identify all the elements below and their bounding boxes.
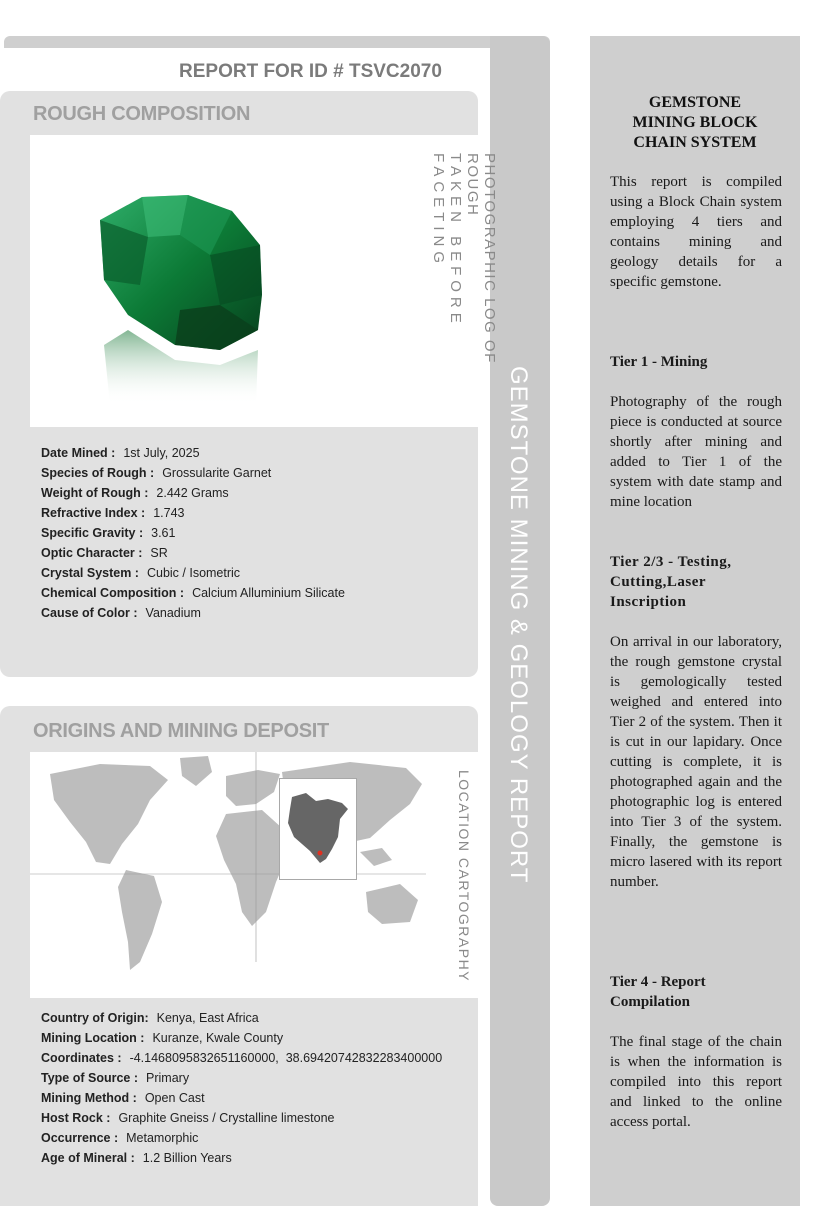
report-spine bbox=[490, 36, 550, 1206]
detail-label: Optic Character : bbox=[41, 546, 143, 560]
sidebar-title bbox=[590, 93, 800, 153]
rough-caption-line2: TAKEN BEFORE FACETING bbox=[430, 153, 464, 328]
detail-row-species bbox=[41, 463, 345, 483]
detail-value: Kuranze, Kwale County bbox=[152, 1031, 284, 1045]
detail-label: Type of Source : bbox=[41, 1071, 139, 1085]
detail-row-crystal-system bbox=[41, 563, 345, 583]
detail-row-cause-of-color bbox=[41, 603, 345, 623]
detail-value: SR bbox=[150, 546, 168, 560]
detail-row-type-of-source bbox=[41, 1068, 442, 1088]
detail-value: Calcium Alluminium Silicate bbox=[192, 586, 345, 600]
detail-value: Graphite Gneiss / Crystalline limestone bbox=[118, 1111, 335, 1125]
rough-photo-area bbox=[30, 135, 498, 427]
tier1-heading: Tier 1 - Mining bbox=[610, 354, 708, 370]
detail-label: Mining Location : bbox=[41, 1031, 145, 1045]
detail-label: Specific Gravity : bbox=[41, 526, 144, 540]
detail-row-age bbox=[41, 1148, 442, 1168]
kenya-map-inset bbox=[279, 778, 357, 880]
detail-row-occurrence bbox=[41, 1128, 442, 1148]
detail-value: 3.61 bbox=[151, 526, 176, 540]
detail-label: Coordinates : bbox=[41, 1051, 122, 1065]
tier1-text: Photography of the rough piece is conducted at source shortly after mining and added to Tier 1 of the system with date stamp and mine location bbox=[610, 394, 782, 510]
sidebar-title-text: GEMSTONE MINING BLOCK CHAIN SYSTEM bbox=[632, 94, 758, 151]
detail-value: Kenya, East Africa bbox=[156, 1011, 259, 1025]
tier4-heading: Tier 4 - Report Compilation bbox=[610, 974, 706, 1010]
gemstone-photo bbox=[70, 175, 300, 405]
location-caption: LOCATION CARTOGRAPHY bbox=[456, 770, 472, 983]
detail-value: Grossularite Garnet bbox=[162, 466, 272, 480]
detail-label: Country of Origin: bbox=[41, 1011, 149, 1025]
map-area bbox=[30, 752, 478, 998]
rough-details-list bbox=[41, 443, 345, 623]
detail-label: Crystal System : bbox=[41, 566, 139, 580]
origins-details-list bbox=[41, 1008, 442, 1168]
detail-label: Mining Method : bbox=[41, 1091, 137, 1105]
origins-heading: ORIGINS AND MINING DEPOSIT bbox=[33, 720, 329, 742]
rough-composition-heading: ROUGH COMPOSITION bbox=[33, 103, 251, 125]
detail-label: Cause of Color : bbox=[41, 606, 138, 620]
rough-caption-line1: PHOTOGRAPHIC LOG OF ROUGH bbox=[464, 153, 498, 364]
sidebar-intro: This report is compiled using a Block Chain system employing 4 tiers and contains mining and geology details for a specific gemstone. bbox=[610, 174, 782, 290]
rough-photo-caption bbox=[430, 153, 498, 423]
detail-row-host-rock bbox=[41, 1108, 442, 1128]
detail-value: 1st July, 2025 bbox=[123, 446, 200, 460]
detail-value: 2.442 Grams bbox=[156, 486, 229, 500]
detail-row-date-mined bbox=[41, 443, 345, 463]
detail-row-country bbox=[41, 1008, 442, 1028]
detail-label: Date Mined : bbox=[41, 446, 116, 460]
detail-row-chemical-composition bbox=[41, 583, 345, 603]
detail-row-refractive-index bbox=[41, 503, 345, 523]
blockchain-sidebar bbox=[590, 36, 800, 1206]
detail-row-weight bbox=[41, 483, 345, 503]
detail-row-optic-character bbox=[41, 543, 345, 563]
tier23-heading: Tier 2/3 - Testing, Cutting,Laser Inscription bbox=[610, 554, 732, 610]
world-map bbox=[30, 752, 426, 998]
detail-value: Metamorphic bbox=[126, 1131, 199, 1145]
detail-label: Host Rock : bbox=[41, 1111, 111, 1125]
detail-label: Weight of Rough : bbox=[41, 486, 149, 500]
origins-panel bbox=[0, 706, 478, 1206]
location-marker bbox=[318, 851, 323, 856]
detail-value: -4.1468095832651160000, 38.69420742832283400000 bbox=[129, 1051, 443, 1065]
tier4-text: The final stage of the chain is when the information is compiled into this report and linked to the online access portal. bbox=[610, 1034, 782, 1130]
detail-row-specific-gravity bbox=[41, 523, 345, 543]
detail-value: 1.743 bbox=[153, 506, 185, 520]
top-bar bbox=[4, 36, 550, 48]
detail-label: Occurrence : bbox=[41, 1131, 119, 1145]
detail-label: Species of Rough : bbox=[41, 466, 155, 480]
rough-composition-panel bbox=[0, 91, 498, 677]
report-title: REPORT FOR ID # TSVC2070 bbox=[179, 61, 442, 82]
detail-value: Open Cast bbox=[144, 1091, 205, 1105]
detail-value: Primary bbox=[146, 1071, 190, 1085]
detail-label: Age of Mineral : bbox=[41, 1151, 135, 1165]
detail-value: 1.2 Billion Years bbox=[142, 1151, 232, 1165]
detail-value: Cubic / Isometric bbox=[146, 566, 241, 580]
spine-title: GEMSTONE MINING & GEOLOGY REPORT bbox=[505, 366, 532, 884]
detail-row-mining-method bbox=[41, 1088, 442, 1108]
detail-label: Refractive Index : bbox=[41, 506, 146, 520]
detail-value: Vanadium bbox=[145, 606, 201, 620]
detail-row-mining-location bbox=[41, 1028, 442, 1048]
detail-label: Chemical Composition : bbox=[41, 586, 185, 600]
tier23-text: On arrival in our laboratory, the rough gemstone crystal is gemologically tested weighed and entered into Tier 2 of the system. Then it is cut in our lapidary. Once cutting is complete, it is photographed again and the photographic log is entered into Tier 3 of the system. Finally, the gemstone is micro lasered with its report number. bbox=[610, 634, 782, 890]
detail-row-coordinates bbox=[41, 1048, 442, 1068]
kenya-shape bbox=[280, 779, 356, 879]
